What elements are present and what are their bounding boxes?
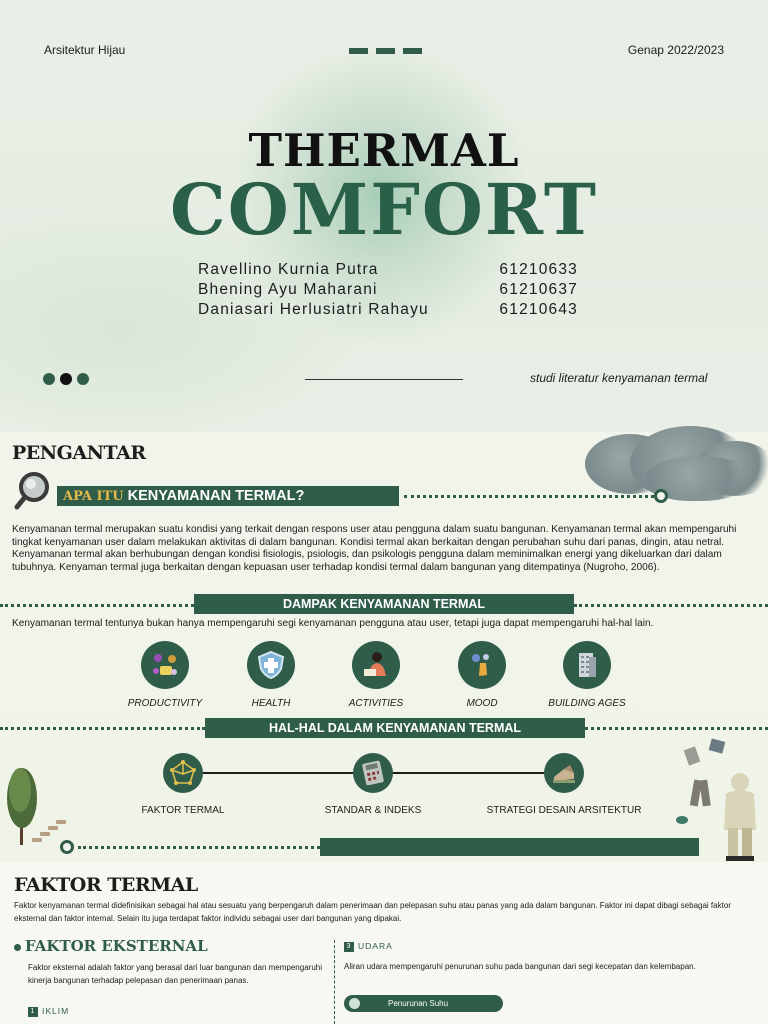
cover-subtitle: studi literatur kenyamanan termal [530,371,708,385]
question-prefix: APA ITU [63,489,124,504]
item-number: 1 [28,1007,38,1017]
divider-line [305,379,463,380]
item-label: UDARA [358,941,393,951]
aspect-faktor-termal [103,753,263,816]
member-nim: 61210637 [499,281,578,298]
impact-label: MOOD [466,698,498,709]
member-list [198,260,578,320]
impact-building-ages [532,641,642,709]
aspect-strategi-desain [484,753,644,816]
impact-heading: DAMPAK KENYAMANAN TERMAL [194,594,574,614]
impact-label: PRODUCTIVITY [127,698,203,709]
calculator-icon [353,753,393,793]
intro-section [0,432,768,862]
aspect-label: FAKTOR TERMAL [141,805,225,816]
dotted-line [585,727,768,730]
activities-icon [352,641,400,689]
item-udara [344,941,393,952]
faktor-paragraph: Faktor kenyamanan termal didefinisikan sebagai hal atau sesuatu yang berpengaruh dalam penerimaan dan pelepasan suhu atau panas yang ada dalam bangunan. Faktor ini dapat dibagi sebagai faktor eksternal dan faktor internal. Selain itu juga terdapat faktor individu sebagai user dari bangunan yang dipakai. [14,901,731,923]
member-name: Daniasari Herlusiatri Rahayu [198,301,429,318]
aspect-label: STRATEGI DESAIN ARSITEKTUR [486,805,642,816]
cover-section [0,0,768,432]
health-icon [247,641,295,689]
mood-icon [458,641,506,689]
dotted-line [0,727,205,730]
course-label: Arsitektur Hijau [44,43,126,57]
external-title: FAKTOR EKSTERNAL [14,937,208,955]
magnifier-icon [14,470,60,512]
question-banner [57,486,399,506]
member-row [198,280,578,300]
member-name: Ravellino Kurnia Putra [198,261,379,278]
member-name: Bhening Ayu Maharani [198,281,378,298]
section-title: PENGANTAR [12,442,146,464]
intro-paragraph: Kenyamanan termal merupakan suatu kondisi yang terkait dengan respons user atau pengguna dalam suatu bangunan. Kenyamanan termal akan mempengaruhi tingkat kenyamanan user dalam melakukan aktivitas di dalam bangunan. Kondisi termal akan berkaitan dengan perubahan suhu dari panas, dingin, atau netral. Kenyamanan termal akan berhubungan dengan kondisi fisiologis, psiologis, dan psikologis pengguna dalam meminimalkan energi yang dikeluarkan dari dalam tubuhnya. Kenyaman termal juga berkaitan dengan kepuasan user terhadap kondisi termal dalam bangunan yang ditempatinya (Nugroho, 2006). [12,524,737,573]
dotted-line [574,604,768,607]
item-iklim [28,1006,69,1017]
dotted-line [78,846,320,849]
member-row [198,260,578,280]
productivity-icon [141,641,189,689]
impact-activities [321,641,431,709]
house-icon [544,753,584,793]
ring-marker [654,489,668,503]
item-number: 3 [344,942,354,952]
impact-mood [427,641,537,709]
member-nim: 61210643 [499,301,578,318]
member-nim: 61210633 [499,261,578,278]
dotted-line [0,604,194,607]
cloud-decoration [585,426,768,506]
aspect-label: STANDAR & INDEKS [324,805,422,816]
impact-label: HEALTH [251,698,291,709]
udara-paragraph: Aliran udara mempengaruhi penurunan suhu pada bangunan dari segi kecepatan dan kelembapan. [344,962,696,971]
impact-label: BUILDING AGES [548,698,626,709]
section-title: FAKTOR TERMAL [14,874,198,896]
aspects-heading: HAL-HAL DALAM KENYAMANAN TERMAL [205,718,585,738]
aspect-standar-indeks [293,753,453,816]
member-row [198,300,578,320]
title-line-1: THERMAL [248,124,520,177]
tree-illustration [0,750,80,850]
network-icon [163,753,203,793]
term-label: Genap 2022/2023 [627,43,724,57]
title-line-2: COMFORT [170,168,598,251]
external-paragraph: Faktor eksternal adalah faktor yang berasal dari luar bangunan dan mempengaruhi kinerja bangunan terhadap pelepasan dan penerimaan panas. [28,963,322,985]
footer-bar [320,838,699,856]
dash-ornament [349,48,422,54]
faktor-section [0,862,768,1024]
impact-label: ACTIVITIES [348,698,404,709]
question-main: KENYAMANAN TERMAL? [127,488,305,504]
impact-health [216,641,326,709]
temperature-drop-pill: Penurunan Suhu [344,995,503,1012]
dotted-line [404,495,654,498]
building-icon [563,641,611,689]
bullet-icon [14,944,21,951]
impact-productivity [110,641,220,709]
dot-ornament [43,373,89,385]
column-divider [334,940,335,1024]
item-label: IKLIM [42,1006,70,1016]
ring-marker [60,840,74,854]
impact-text: Kenyamanan termal tentunya bukan hanya mempengaruhi segi kenyamanan pengguna atau user, tetapi juga dapat mempengaruhi hal-hal lain. [12,618,654,629]
